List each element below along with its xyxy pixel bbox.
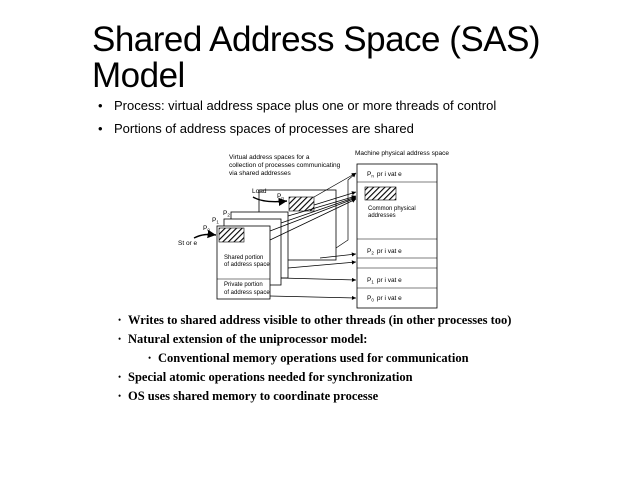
bullet-text: Process: virtual address space plus one or more threads of control xyxy=(114,98,497,113)
p1-label: $P_1$ xyxy=(212,217,219,225)
sub-bullet-text: Conventional memory operations used for communication xyxy=(158,351,469,365)
phys-p2-private: $P_2$ pr i vat e xyxy=(367,248,402,256)
sub-bullet-5 xyxy=(118,389,378,404)
bullet-dot-icon: • xyxy=(98,121,103,136)
map-arrow-8 xyxy=(288,262,356,268)
virtual-caption-line-2: collection of processes communicating xyxy=(229,162,341,169)
sub-bullet-1 xyxy=(118,313,511,328)
sub-bullet-4 xyxy=(118,370,413,385)
bullet-dot-icon: • xyxy=(148,353,152,363)
bullet-dot-icon: • xyxy=(118,391,122,401)
p2-label: $P_2$ xyxy=(223,210,230,218)
common-physical-line-2: addresses xyxy=(368,213,396,219)
physical-memory-box xyxy=(357,164,437,308)
virtual-caption-line-3: via shared addresses xyxy=(229,170,291,177)
load-label: Load xyxy=(252,188,267,195)
sub-bullet-text: Special atomic operations needed for synchronization xyxy=(128,370,413,384)
sub-bullet-text: OS uses shared memory to coordinate processe xyxy=(128,389,379,403)
p0-label: $P_0$ xyxy=(203,225,210,233)
title-line-2: Model xyxy=(92,56,185,95)
bullet-dot-icon: • xyxy=(118,372,122,382)
phys-shared-region xyxy=(365,187,396,200)
virtual-caption-line-1: Virtual address spaces for a xyxy=(229,154,310,161)
bullet-dot-icon: • xyxy=(118,315,122,325)
sub-bullet-3 xyxy=(148,351,469,366)
bullet-text: Portions of address spaces of processes are shared xyxy=(114,121,414,136)
pn-label: $P_n$ xyxy=(277,193,284,201)
pn-shared-region xyxy=(289,197,314,211)
sub-bullet-text: Natural extension of the uniprocessor model: xyxy=(128,332,368,346)
store-label: St or e xyxy=(178,240,198,247)
phys-pn-private: $P_n$ pr i vat e xyxy=(367,171,402,179)
private-portion-line-2: of address space xyxy=(224,290,270,296)
private-portion-line-1: Private portion xyxy=(224,282,263,288)
sub-bullet-text: Writes to shared address visible to other threads (in other processes too) xyxy=(128,313,512,327)
map-arrow-9 xyxy=(281,278,356,280)
bullet-dot-icon: • xyxy=(98,98,103,113)
title-line-1: Shared Address Space (SAS) xyxy=(92,20,541,59)
map-arrow-11 xyxy=(336,173,356,248)
sub-bullet-2 xyxy=(118,332,367,347)
phys-p0-private: $P_0$ pr i vat e xyxy=(367,295,402,303)
map-arrow-10 xyxy=(270,296,356,298)
shared-portion-line-2: of address space xyxy=(224,262,270,268)
common-physical-line-1: Common physical xyxy=(368,206,416,212)
p0-shared-region xyxy=(219,228,244,242)
shared-portion-line-1: Shared portion xyxy=(224,255,264,261)
bullet-dot-icon: • xyxy=(118,334,122,344)
store-arrow-icon xyxy=(194,234,216,238)
phys-p1-private: $P_1$ pr i vat e xyxy=(367,277,402,285)
machine-caption: Machine physical address space xyxy=(355,150,449,157)
